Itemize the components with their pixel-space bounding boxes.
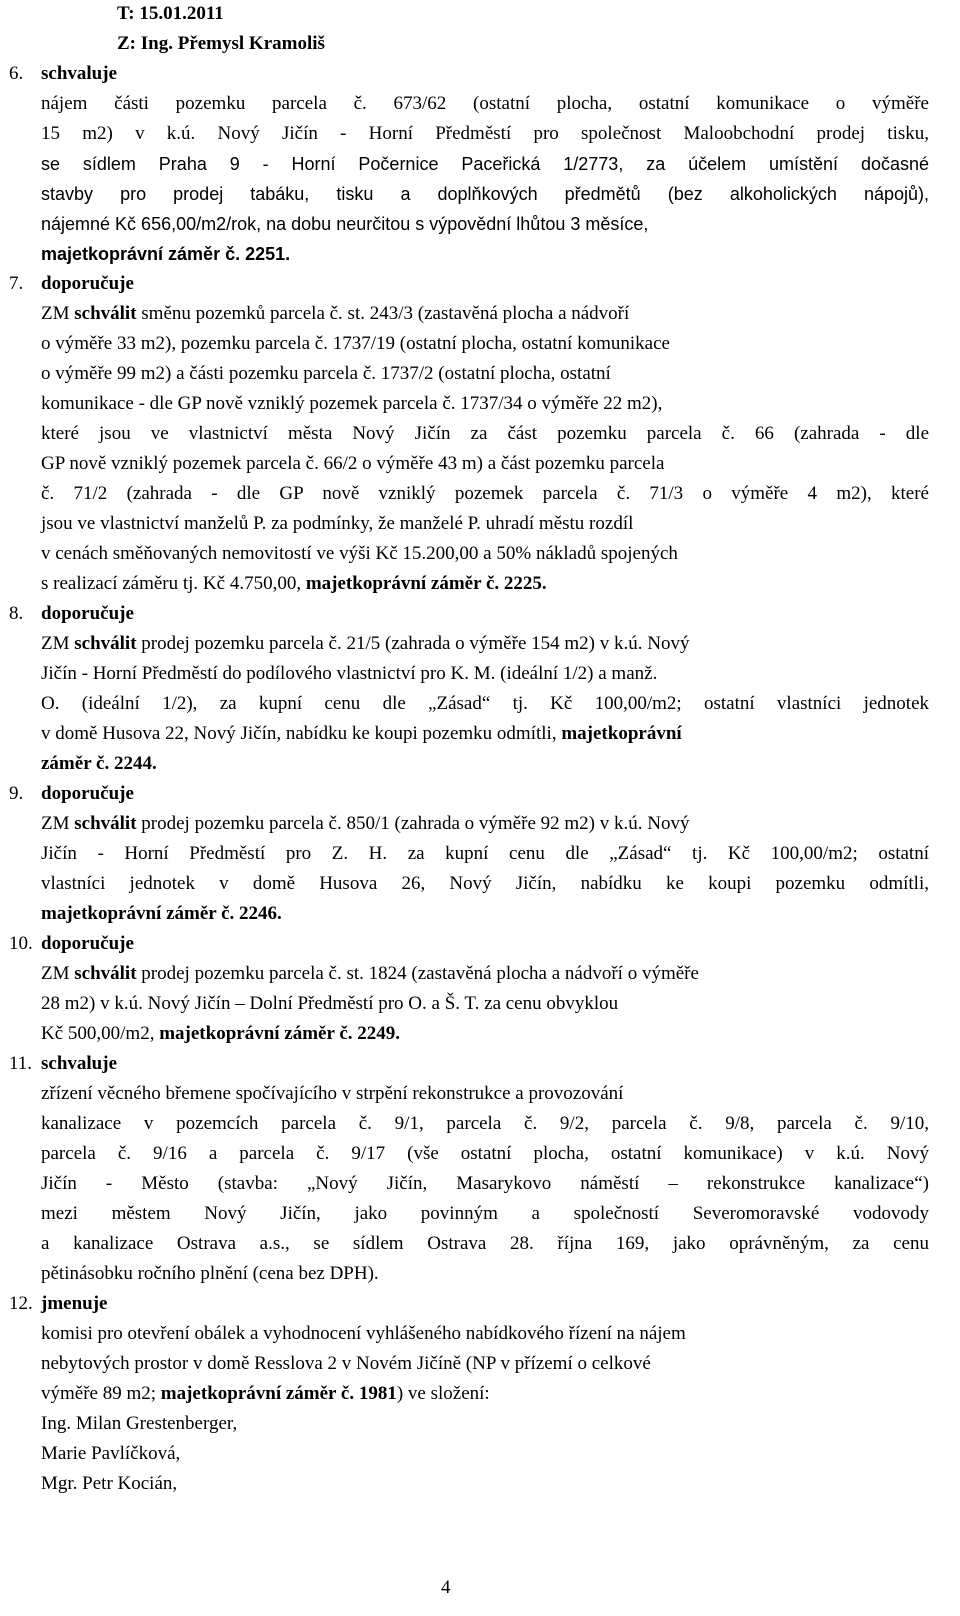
responsible-person: Z: Ing. Přemysl Kramoliš xyxy=(117,33,325,54)
text-line: se sídlem Praha 9 - Horní Počernice Paceřická 1/2773, za účelem umístění dočasné xyxy=(41,154,929,174)
text-line: 28 m2) v k.ú. Nový Jičín – Dolní Předměstí pro O. a Š. T. za cenu obvyklou xyxy=(41,993,619,1014)
text-line: 15 m2) v k.ú. Nový Jičín - Horní Předměstí pro společnost Maloobchodní prodej tisku, xyxy=(41,124,929,144)
text-line: č. 71/2 (zahrada - dle GP nově vzniklý pozemek parcela č. 71/3 o výměře 4 m2), které xyxy=(41,484,929,504)
zm-label: ZM xyxy=(41,633,70,654)
text-line: a kanalizace Ostrava a.s., se sídlem Ostrava 28. října 169, jako oprávněným, za cenu xyxy=(41,1234,929,1254)
text-line: Jičín - Město (stavba: „Nový Jičín, Masarykovo náměstí – rekonstrukce kanalizace“) xyxy=(41,1174,929,1194)
item-verb: doporučuje xyxy=(41,783,134,804)
text-line: Jičín - Horní Předměstí pro Z. H. za kupní cenu dle „Zásad“ tj. Kč 100,00/m2; ostatní xyxy=(41,844,929,864)
item-verb: schvaluje xyxy=(41,1053,117,1074)
item-number: 12. xyxy=(9,1293,33,1314)
text-line: GP nově vzniklý pozemek parcela č. 66/2 o výměře 43 m) a část pozemku parcela xyxy=(41,453,665,474)
committee-member: Mgr. Petr Kocián, xyxy=(41,1473,178,1494)
zm-label: ZM xyxy=(41,303,70,324)
item-verb: jmenuje xyxy=(41,1293,108,1314)
text-line: komunikace - dle GP nově vzniklý pozemek parcela č. 1737/34 o výměře 22 m2), xyxy=(41,393,663,414)
property-intent: majetkoprávní záměr č. 2249. xyxy=(159,1023,401,1044)
property-intent: majetkoprávní záměr č. 1981 xyxy=(160,1383,397,1404)
text-span: v domě Husova 22, Nový Jičín, nabídku ke koupi pozemku odmítli, xyxy=(41,723,557,744)
text-line: mezi městem Nový Jičín, jako povinným a společností Severomoravské vodovody xyxy=(41,1204,929,1224)
deadline-date: T: 15.01.2011 xyxy=(117,3,224,24)
text-line: v cenách směňovaných nemovitostí ve výši Kč 15.200,00 a 50% nákladů spojených xyxy=(41,543,678,564)
item-verb: schvaluje xyxy=(41,63,117,84)
approve-label: schválit xyxy=(74,813,137,834)
property-intent: majetkoprávní xyxy=(561,723,682,744)
text-line xyxy=(41,574,547,594)
text-line: nájem části pozemku parcela č. 673/62 (ostatní plocha, ostatní komunikace o výměře xyxy=(41,94,929,114)
text-line: nájemné Kč 656,00/m2/rok, na dobu neurčitou s výpovědní lhůtou 3 měsíce, xyxy=(41,214,649,234)
property-intent: záměr č. 2244. xyxy=(41,753,157,774)
text-line: parcela č. 9/16 a parcela č. 9/17 (vše ostatní plocha, ostatní komunikace) v k.ú. Nový xyxy=(41,1144,929,1164)
zm-label: ZM xyxy=(41,963,70,984)
item-verb: doporučuje xyxy=(41,273,134,294)
property-intent: majetkoprávní záměr č. 2246. xyxy=(41,903,282,924)
committee-member: Marie Pavlíčková, xyxy=(41,1443,181,1464)
text-line: o výměře 99 m2) a části pozemku parcela č. 1737/2 (ostatní plocha, ostatní xyxy=(41,363,611,384)
text-line xyxy=(41,304,629,324)
text-span: prodej pozemku parcela č. 21/5 (zahrada o výměře 154 m2) v k.ú. Nový xyxy=(141,633,690,654)
approve-label: schválit xyxy=(74,963,137,984)
text-line: vlastníci jednotek v domě Husova 26, Nový Jičín, nabídku ke koupi pozemku odmítli, xyxy=(41,874,929,894)
zm-label: ZM xyxy=(41,813,70,834)
item-number: 6. xyxy=(9,63,24,84)
item-number: 9. xyxy=(9,783,24,804)
text-line: komisi pro otevření obálek a vyhodnocení vyhlášeného nabídkového řízení na nájem xyxy=(41,1323,686,1344)
text-span: s realizací záměru tj. Kč 4.750,00, xyxy=(41,573,302,594)
text-span: prodej pozemku parcela č. st. 1824 (zastavěná plocha a nádvoří o výměře xyxy=(141,963,699,984)
text-line: které jsou ve vlastnictví města Nový Jičín za část pozemku parcela č. 66 (zahrada - dle xyxy=(41,424,929,444)
text-span: ) ve složení: xyxy=(396,1383,490,1404)
text-line xyxy=(41,724,682,744)
item-verb: doporučuje xyxy=(41,603,134,624)
item-number: 7. xyxy=(9,273,24,294)
text-line xyxy=(41,1024,400,1044)
text-line: jsou ve vlastnictví manželů P. za podmínky, že manželé P. uhradí městu rozdíl xyxy=(41,513,634,534)
item-number: 10. xyxy=(9,933,33,954)
text-line: o výměře 33 m2), pozemku parcela č. 1737/19 (ostatní plocha, ostatní komunikace xyxy=(41,333,670,354)
text-span: směnu pozemků parcela č. st. 243/3 (zastavěná plocha a nádvoří xyxy=(141,303,630,324)
text-line xyxy=(41,1384,490,1404)
item-number: 11. xyxy=(9,1053,33,1074)
item-verb: doporučuje xyxy=(41,933,134,954)
item-number: 8. xyxy=(9,603,24,624)
property-intent: majetkoprávní záměr č. 2251. xyxy=(41,244,291,264)
text-line xyxy=(41,814,689,834)
text-span: Kč 500,00/m2, xyxy=(41,1023,155,1044)
text-span: prodej pozemku parcela č. 850/1 (zahrada o výměře 92 m2) v k.ú. Nový xyxy=(141,813,690,834)
property-intent: majetkoprávní záměr č. 2225. xyxy=(305,573,547,594)
text-line: O. (ideální 1/2), za kupní cenu dle „Zásad“ tj. Kč 100,00/m2; ostatní vlastníci jednotek xyxy=(41,694,929,714)
committee-member: Ing. Milan Grestenberger, xyxy=(41,1413,238,1434)
approve-label: schválit xyxy=(74,303,137,324)
text-span: výměře 89 m2; xyxy=(41,1383,157,1404)
text-line: nebytových prostor v domě Resslova 2 v Novém Jičíně (NP v přízemí o celkové xyxy=(41,1353,651,1374)
approve-label: schválit xyxy=(74,633,137,654)
text-line: kanalizace v pozemcích parcela č. 9/1, parcela č. 9/2, parcela č. 9/8, parcela č. 9/10, xyxy=(41,1114,929,1134)
page-number: 4 xyxy=(441,1577,451,1598)
text-line: zřízení věcného břemene spočívajícího v strpění rekonstrukce a provozování xyxy=(41,1083,624,1104)
text-line xyxy=(41,634,689,654)
text-line: Jičín - Horní Předměstí do podílového vlastnictví pro K. M. (ideální 1/2) a manž. xyxy=(41,663,658,684)
text-line: stavby pro prodej tabáku, tisku a doplňkových předmětů (bez alkoholických nápojů), xyxy=(41,184,929,204)
text-line: pětinásobku ročního plnění (cena bez DPH). xyxy=(41,1263,379,1284)
text-line xyxy=(41,964,699,984)
